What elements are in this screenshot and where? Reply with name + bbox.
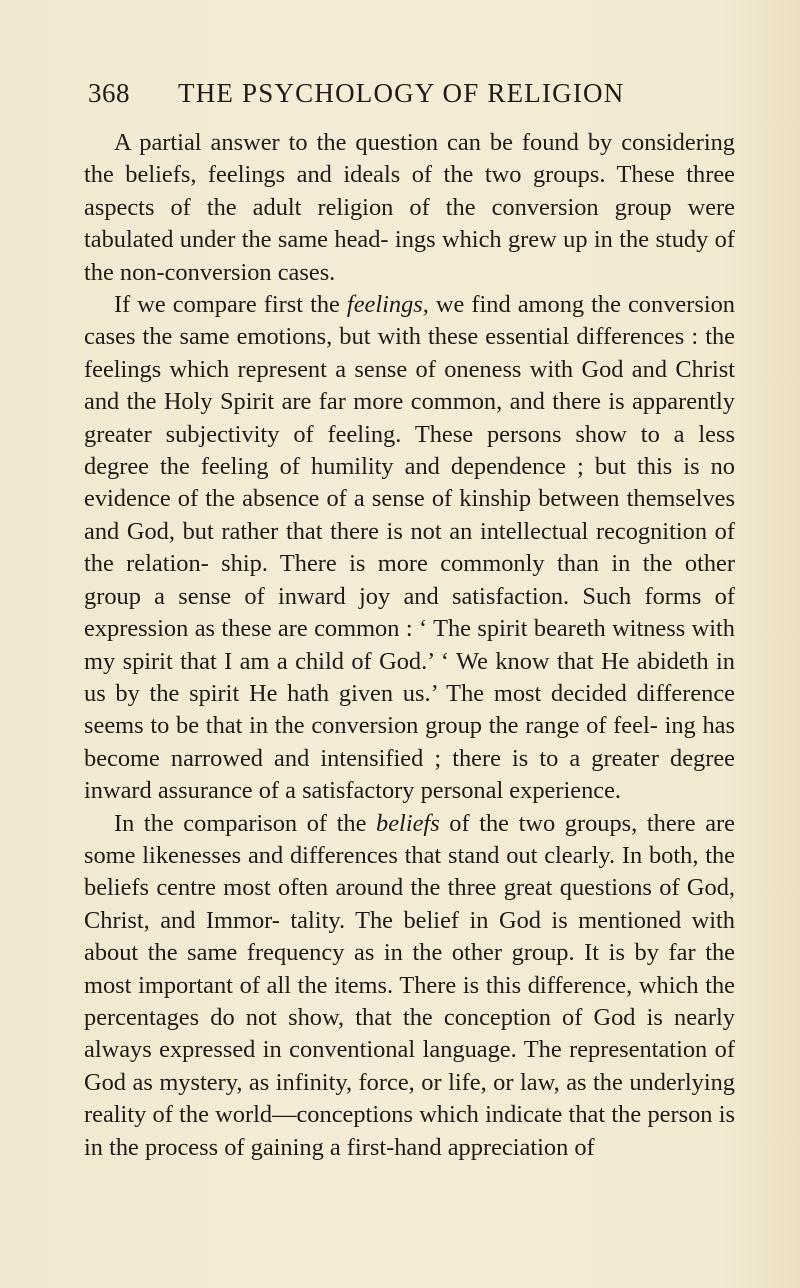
paragraph-2 (84, 289, 735, 808)
page-header (88, 78, 728, 118)
paragraph-2-before: If we compare first the (114, 291, 347, 319)
page-number: 368 (88, 78, 130, 108)
paragraph-1 (84, 127, 735, 289)
running-head: THE PSYCHOLOGY OF RELIGION (178, 78, 625, 108)
paragraph-2-after: we find among the conversion cases the same emotions, but with these essential differences : the feelings which represent a sense of oneness with God and Christ and the Holy Spirit are far more common, and there is apparently greater subjectivity of feeling. These persons show to a less degree the feeling of humility and dependence ; but this is no evidence of the absence of a sense of kinship between themselves and God, but rather that there is not an intellectual recognition of the relation- ship. There is more commonly than in the other group a sense of inward joy and satisfaction. Such forms of expression as these are common : ‘ The spirit beareth witness with my spirit that I am a child of God.’ ‘ We know that He abideth in us by the spirit He hath given us.’ The most decided difference seems to be that in the conversion group the range of feel- ing has become narrowed and intensified ; there is to a greater degree inward assurance of a satisfactory personal experience. (84, 291, 735, 805)
paragraph-3 (84, 808, 735, 1164)
paragraph-2-emphasis: feelings, (346, 291, 429, 319)
paragraph-1-text: A partial answer to the question can be found by considering the beliefs, feelings and ideals of the two groups. These three aspects of the adult religion of the conversion group were tabulated under the same head- ings which grew up in the study of the non-conversion cases. (84, 129, 735, 286)
paragraph-3-before: In the comparison of the (114, 809, 377, 837)
body-text (84, 127, 735, 1164)
paragraph-3-after: of the two groups, there are some likenesses and differences that stand out clearly. In both, the beliefs centre most often around the three great questions of God, Christ, and Immor- tality. The belief in God is mentioned with about the same frequency as in the other group. It is by far the most important of all the items. There is this difference, which the percentages do not show, that the conception of God is nearly always expressed in conventional language. The representation of God as mystery, as infinity, force, or life, or law, as the underlying reality of the world—conceptions which indicate that the person is in the process of gaining a first-hand appreciation of (84, 809, 735, 1161)
paragraph-3-emphasis: beliefs (376, 809, 440, 837)
